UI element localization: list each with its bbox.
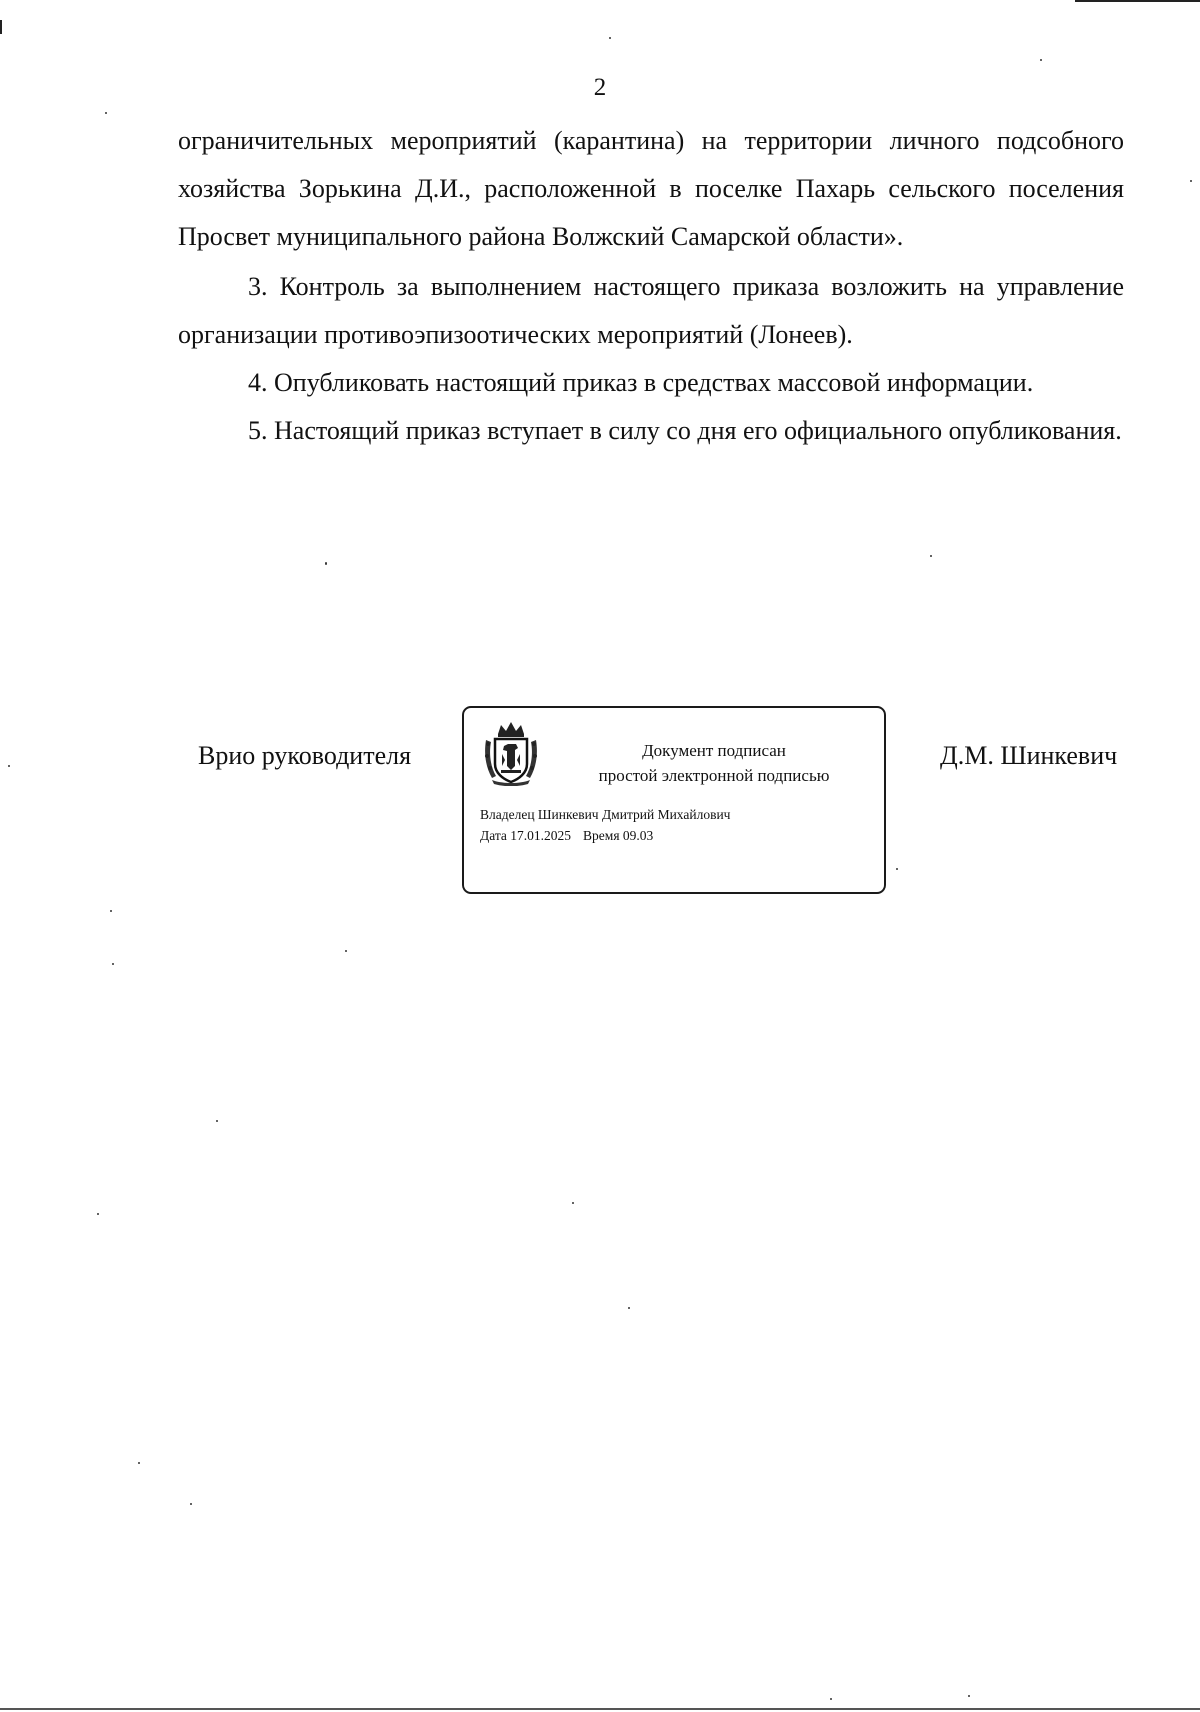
scan-speck (190, 1503, 192, 1505)
page-number: 2 (593, 74, 607, 101)
document-body (178, 117, 1124, 455)
scan-speck (896, 868, 898, 870)
paragraph-3-control: 3. Контроль за выполнением настоящего приказа возложить на управление организации противоэпизоотических мероприятий (Лонеев). (178, 272, 1124, 349)
stamp-date: Дата 17.01.2025 (480, 828, 572, 843)
scan-speck (1040, 59, 1042, 61)
paragraph-5-effective: 5. Настоящий приказ вступает в силу со дня его официального опубликования. (248, 416, 1122, 445)
signer-position: Врио руководителя (198, 741, 412, 770)
stamp-heading-line1: Документ подписан (642, 741, 786, 760)
stamp-owner: Владелец Шинкевич Дмитрий Михайлович (480, 807, 731, 822)
stamp-time: Время 09.03 (583, 828, 654, 843)
scan-speck (930, 555, 932, 557)
coat-of-arms-icon (482, 720, 540, 786)
scan-speck (609, 37, 611, 39)
electronic-signature-stamp (462, 706, 886, 894)
scan-speck (1190, 180, 1192, 182)
scan-speck (110, 910, 112, 912)
stamp-heading-line2: простой электронной подписью (598, 766, 830, 785)
scan-speck (968, 1695, 970, 1697)
scan-speck (8, 765, 10, 767)
paragraph-continuation: ограничительных мероприятий (карантина) на территории личного подсобного хозяйства Зорькина Д.И., расположенной в поселке Пахарь сельского поселения Просвет муниципального района Волжский Самарской области». (178, 126, 1124, 251)
scan-speck (138, 1462, 140, 1464)
scan-speck (112, 963, 114, 965)
scan-edge-top-right (1075, 0, 1200, 2)
scan-speck (830, 1698, 832, 1700)
signer-name: Д.М. Шинкевич (940, 741, 1118, 770)
scan-speck (105, 112, 107, 114)
scan-speck (628, 1307, 630, 1309)
scan-speck (97, 1213, 99, 1215)
stamp-details (480, 804, 880, 846)
scan-speck (345, 950, 347, 952)
stamp-datetime (480, 825, 880, 846)
stamp-heading (560, 738, 868, 788)
scan-speck (572, 1202, 574, 1204)
scan-edge-left (0, 20, 2, 34)
paragraph-4-publish: 4. Опубликовать настоящий приказ в средствах массовой информации. (248, 368, 1034, 397)
scan-speck (216, 1120, 218, 1122)
scan-speck (325, 562, 327, 565)
scan-edge-bottom (0, 1708, 1200, 1710)
